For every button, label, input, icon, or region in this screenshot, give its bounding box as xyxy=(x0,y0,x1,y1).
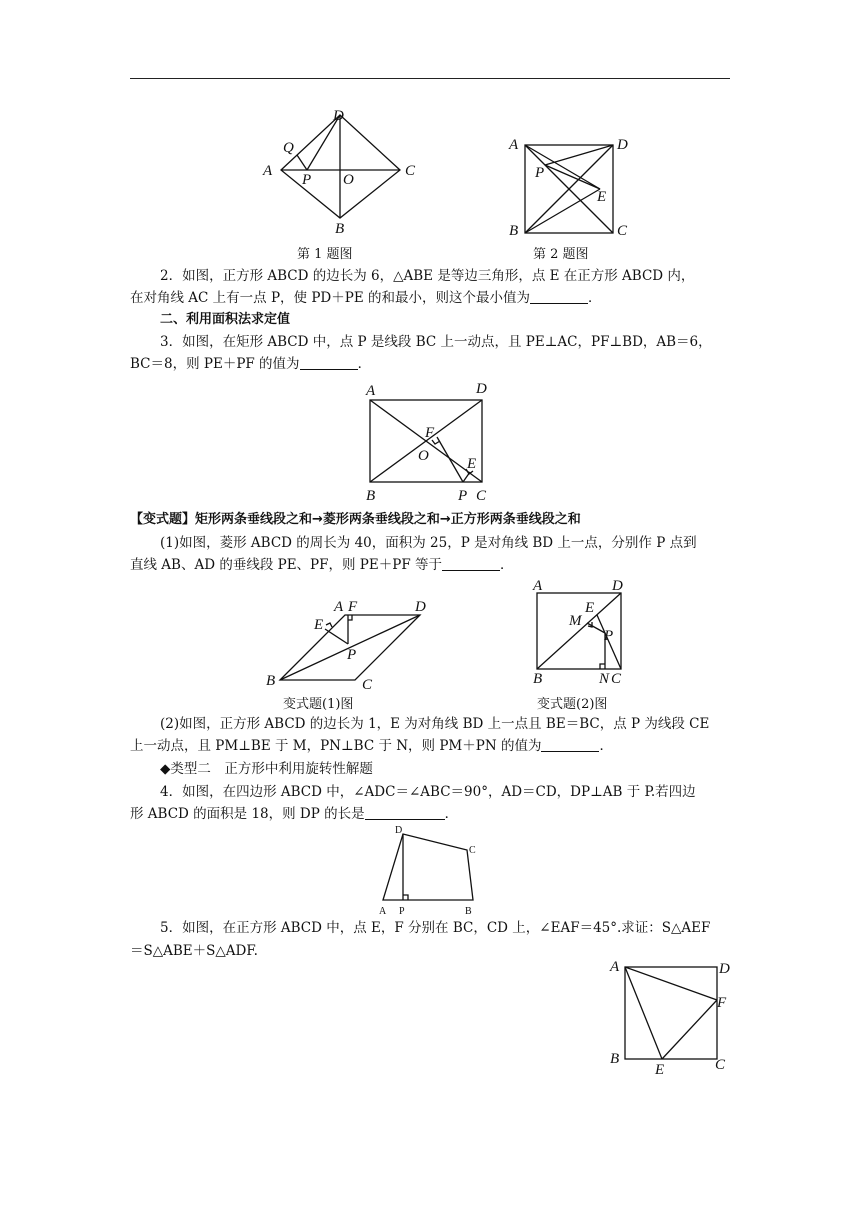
label-F: F xyxy=(348,599,358,615)
label-B: B xyxy=(509,223,519,239)
label-F: F xyxy=(717,995,727,1011)
label-D: D xyxy=(612,578,623,594)
label-C: C xyxy=(476,488,487,504)
label-B: B xyxy=(266,673,276,689)
label-A: A xyxy=(334,599,344,615)
label-P: P xyxy=(302,172,312,188)
answer-blank[interactable] xyxy=(541,737,599,752)
type-2-heading: ◆类型二 正方形中利用旋转性解题 xyxy=(160,761,373,777)
variant-1-line-2: 直线 AB、AD 的垂线段 PE、PF，则 PE＋PF 等于 ． xyxy=(130,557,514,573)
label-B: B xyxy=(366,488,376,504)
answer-blank[interactable] xyxy=(300,355,358,370)
label-C: C xyxy=(405,163,416,179)
label-D: D xyxy=(415,599,426,615)
label-D: D xyxy=(476,381,487,397)
figure-variant-1-rhombus xyxy=(260,595,440,695)
label-P: P xyxy=(347,647,357,663)
label-P: P xyxy=(604,628,614,644)
label-A: A xyxy=(509,137,519,153)
question-3-line-1: 3．如图，在矩形 ABCD 中，点 P 是线段 BC 上一动点，且 PE⊥AC，PF⊥BD，AB＝6， xyxy=(160,334,712,350)
label-B: B xyxy=(335,221,345,237)
label-A: A xyxy=(379,906,387,917)
answer-blank[interactable] xyxy=(530,289,588,304)
question-3-line-2: BC＝8，则 PE＋PF 的值为 ． xyxy=(130,356,372,372)
header-rule xyxy=(130,78,730,79)
label-D: D xyxy=(719,961,730,977)
figure-variant-1-caption: 变式题(1)图 xyxy=(283,697,354,712)
section-heading: 二、利用面积法求定值 xyxy=(160,312,291,327)
label-Q: Q xyxy=(283,140,294,156)
label-A: A xyxy=(610,959,620,975)
label-A: A xyxy=(533,578,543,594)
figure-1-rhombus xyxy=(255,100,425,235)
figure-1-caption: 第 1 题图 xyxy=(297,247,353,262)
label-C: C xyxy=(611,671,622,687)
label-D: D xyxy=(395,825,403,836)
label-B: B xyxy=(533,671,543,687)
label-C: C xyxy=(362,677,373,693)
figure-variant-2-square xyxy=(525,575,635,685)
label-A: A xyxy=(366,383,376,399)
label-P: P xyxy=(535,165,545,181)
label-P: P xyxy=(399,906,405,917)
variant-1-line-1: (1)如图，菱形 ABCD 的周长为 40，面积为 25，P 是对角线 BD 上一点，分别作 P 点到 xyxy=(160,535,697,551)
variant-title: 【变式题】矩形两条垂线段之和→菱形两条垂线段之和→正方形两条垂线段之和 xyxy=(130,512,581,527)
label-C: C xyxy=(617,223,628,239)
figure-5-square xyxy=(605,955,730,1080)
label-B: B xyxy=(465,906,472,917)
question-4-line-1: 4．如图，在四边形 ABCD 中，∠ADC＝∠ABC＝90°，AD＝CD，DP⊥AB 于 P.若四边 xyxy=(160,784,696,800)
question-5-line-1: 5．如图，在正方形 ABCD 中，点 E，F 分别在 BC，CD 上，∠EAF＝45°.求证：S△AEF xyxy=(160,920,711,936)
label-E: E xyxy=(585,600,595,616)
label-F: F xyxy=(425,425,435,441)
question-4-line-2: 形 ABCD 的面积是 18，则 DP 的长是 ． xyxy=(130,806,459,822)
figure-4-quadrilateral xyxy=(375,822,490,920)
label-O: O xyxy=(343,172,354,188)
label-M: M xyxy=(569,613,582,629)
label-C: C xyxy=(715,1057,726,1073)
label-E: E xyxy=(314,617,324,633)
figure-2-caption: 第 2 题图 xyxy=(533,247,589,262)
label-A: A xyxy=(263,163,273,179)
figure-3-rectangle xyxy=(360,375,500,505)
question-2-line-2: 在对角线 AC 上有一点 P，使 PD＋PE 的和最小，则这个最小值为 ． xyxy=(130,290,602,306)
label-E: E xyxy=(597,189,607,205)
answer-blank[interactable] xyxy=(365,805,445,820)
label-N: N xyxy=(599,671,610,687)
question-2-line-1: 2．如图，正方形 ABCD 的边长为 6，△ABE 是等边三角形，点 E 在正方形 ABCD 内， xyxy=(160,268,695,284)
label-C: C xyxy=(469,845,476,856)
figure-variant-2-caption: 变式题(2)图 xyxy=(537,697,608,712)
question-5-line-2: ＝S△ABE＋S△ADF. xyxy=(130,943,258,959)
variant-2-line-1: (2)如图，正方形 ABCD 的边长为 1，E 为对角线 BD 上一点且 BE＝BC，点 P 为线段 CE xyxy=(160,716,710,732)
label-O: O xyxy=(418,448,429,464)
variant-2-line-2: 上一动点，且 PM⊥BE 于 M，PN⊥BC 于 N，则 PM＋PN 的值为 ． xyxy=(130,738,613,754)
label-P: P xyxy=(458,488,468,504)
label-D: D xyxy=(617,137,628,153)
label-E: E xyxy=(467,456,477,472)
label-B: B xyxy=(610,1051,620,1067)
label-D: D xyxy=(333,108,344,124)
figure-2-square xyxy=(505,135,635,240)
label-E: E xyxy=(655,1062,665,1078)
answer-blank[interactable] xyxy=(442,556,500,571)
